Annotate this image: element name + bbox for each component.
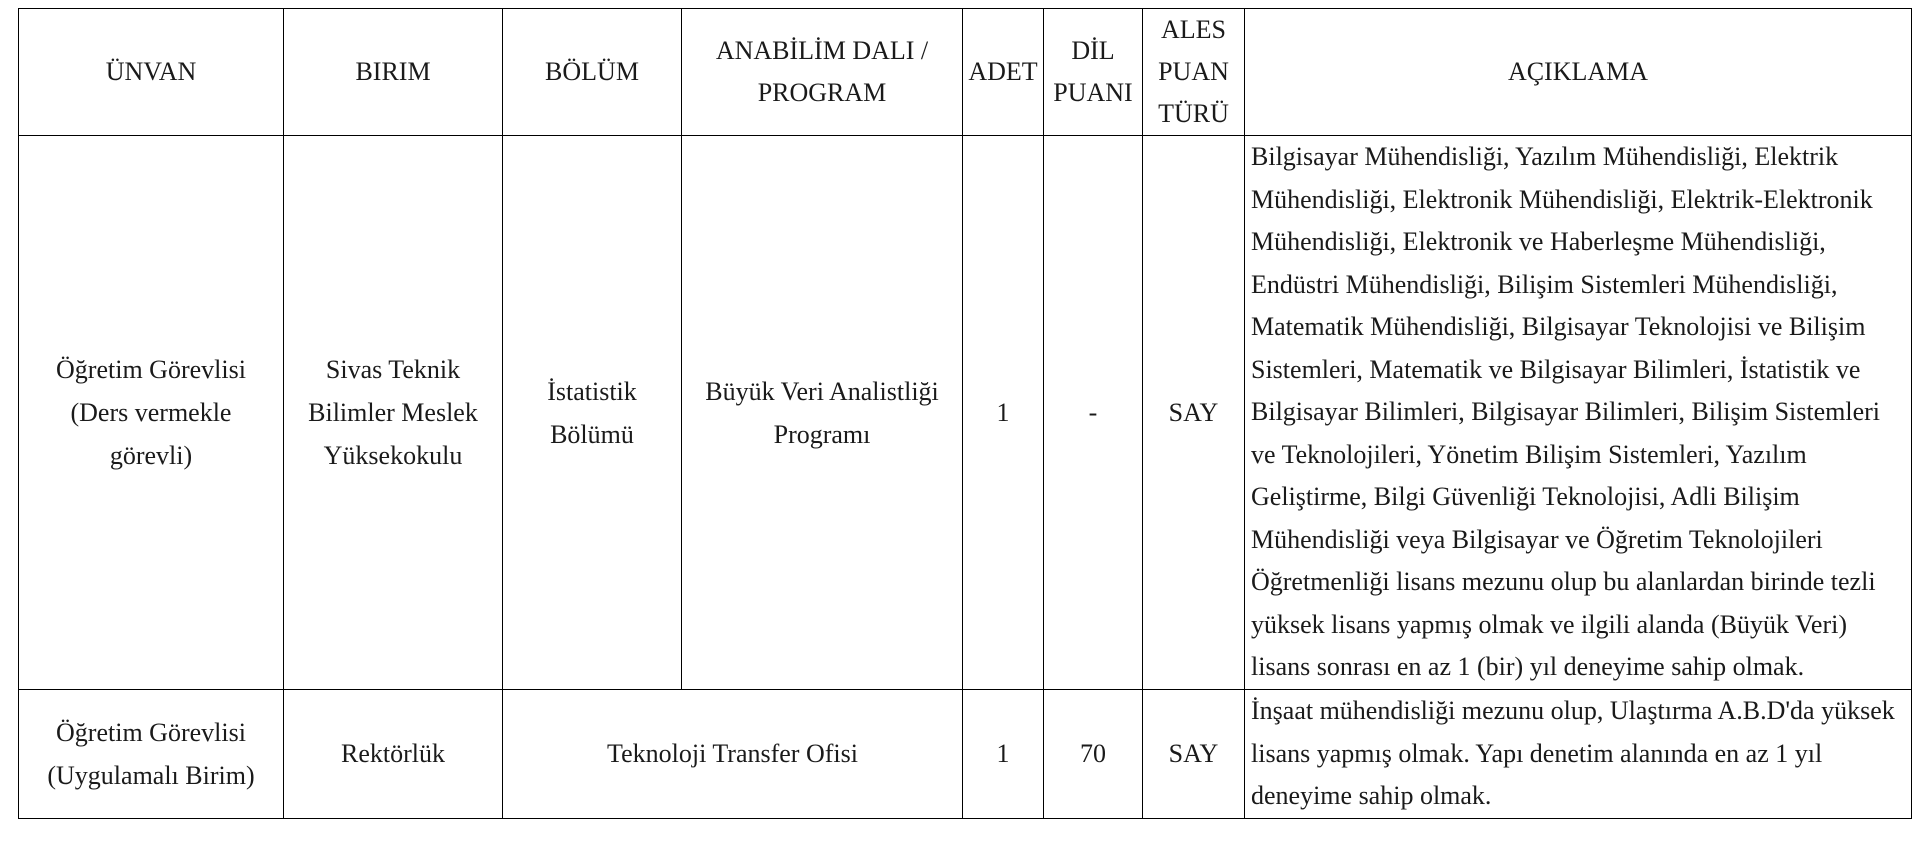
program-line1: Büyük Veri Analistliği	[705, 376, 939, 406]
cell-program	[682, 136, 963, 690]
dil-puani-value: 70	[1080, 739, 1106, 769]
unvan-line2: (Uygulamalı Birim)	[47, 760, 255, 790]
adet-value: 1	[996, 398, 1010, 427]
header-aciklama	[1245, 9, 1912, 136]
cell-bolum	[503, 136, 682, 690]
birim-line3: Yüksekokulu	[323, 441, 463, 470]
cell-ales-puan-turu	[1143, 136, 1245, 690]
cell-birim	[284, 690, 503, 819]
cell-dil-puani	[1044, 136, 1143, 690]
header-aciklama-label: AÇIKLAMA	[1507, 57, 1649, 86]
bolum-program-value: Teknoloji Transfer Ofisi	[607, 739, 858, 769]
cell-birim	[284, 136, 503, 690]
adet-value: 1	[996, 739, 1010, 769]
header-birim	[284, 9, 503, 136]
bolum-line2: Bölümü	[550, 419, 634, 449]
header-unvan	[19, 9, 284, 136]
header-ales-line3: TÜRÜ	[1158, 99, 1229, 128]
header-dil-line1: DİL	[1071, 36, 1115, 65]
header-anabilim-line1: ANABİLİM DALI /	[715, 36, 929, 65]
table-row	[19, 690, 1912, 819]
cell-aciklama	[1245, 136, 1912, 690]
unvan-line1: Öğretim Görevlisi	[56, 717, 246, 747]
ales-puan-turu-value: SAY	[1168, 739, 1219, 769]
cell-unvan	[19, 690, 284, 819]
cell-adet	[963, 690, 1044, 819]
header-dil-line2: PUANI	[1053, 78, 1133, 107]
header-bolum-label: BÖLÜM	[545, 57, 639, 86]
header-row	[19, 9, 1912, 136]
birim-line1: Sivas Teknik	[325, 355, 461, 384]
header-adet	[963, 9, 1044, 136]
dil-puani-value: -	[1088, 398, 1098, 427]
header-dil-puani	[1044, 9, 1143, 136]
cell-adet	[963, 136, 1044, 690]
header-bolum	[503, 9, 682, 136]
cell-ales-puan-turu	[1143, 690, 1245, 819]
ales-puan-turu-value: SAY	[1168, 398, 1219, 427]
cell-bolum-program	[503, 690, 963, 819]
header-ales-puan-turu	[1143, 9, 1245, 136]
table-row	[19, 136, 1912, 690]
aciklama-text: İnşaat mühendisliği mezunu olup, Ulaştırma A.B.D'da yüksek lisans yapmış olmak. Yapı denetim alanında en az 1 yıl deneyime sahip olmak.	[1251, 696, 1895, 810]
positions-table	[18, 8, 1912, 819]
header-anabilim-dali-program	[682, 9, 963, 136]
header-ales-line2: PUAN	[1158, 57, 1229, 86]
program-line2: Programı	[773, 419, 871, 449]
header-adet-label: ADET	[968, 57, 1038, 86]
cell-aciklama	[1245, 690, 1912, 819]
cell-unvan	[19, 136, 284, 690]
header-unvan-label: ÜNVAN	[105, 57, 197, 86]
aciklama-text: Bilgisayar Mühendisliği, Yazılım Mühendisliği, Elektrik Mühendisliği, Elektronik Mühendisliği, Elektrik-Elektronik Mühendisliği, Elektronik ve Haberleşme Mühendisliği, Endüstri Mühendisliği, Bilişim Sistemleri Mühendisliği, Matematik Mühendisliği, Bilgisayar Teknolojisi ve Bilişim Sistemleri, Matematik ve Bilgisayar Bilimleri, İstatistik ve Bilgisayar Bilimleri, Bilgisayar Bilimleri, Bilişim Sistemleri ve Teknolojileri, Yönetim Bilişim Sistemleri, Yazılım Geliştirme, Bilgi Güvenliği Teknolojisi, Adli Bilişim Mühendisliği veya Bilgisayar ve Öğretim Teknolojileri Öğretmenliği lisans mezunu olup bu alanlardan birinde tezli yüksek lisans yapmış olmak ve ilgili alanda (Büyük Veri) lisans sonrası en az 1 (bir) yıl deneyime sahip olmak.	[1251, 142, 1881, 682]
birim-line2: Bilimler Meslek	[308, 398, 478, 427]
header-ales-line1: ALES	[1161, 15, 1226, 44]
header-anabilim-line2: PROGRAM	[757, 78, 887, 107]
unvan-line3: görevli)	[109, 441, 193, 470]
unvan-line1: Öğretim Görevlisi	[56, 355, 246, 384]
bolum-line1: İstatistik	[547, 376, 637, 406]
unvan-line2: (Ders vermekle	[70, 398, 232, 427]
header-birim-label: BIRIM	[355, 57, 431, 86]
birim-value: Rektörlük	[341, 739, 445, 769]
cell-dil-puani	[1044, 690, 1143, 819]
